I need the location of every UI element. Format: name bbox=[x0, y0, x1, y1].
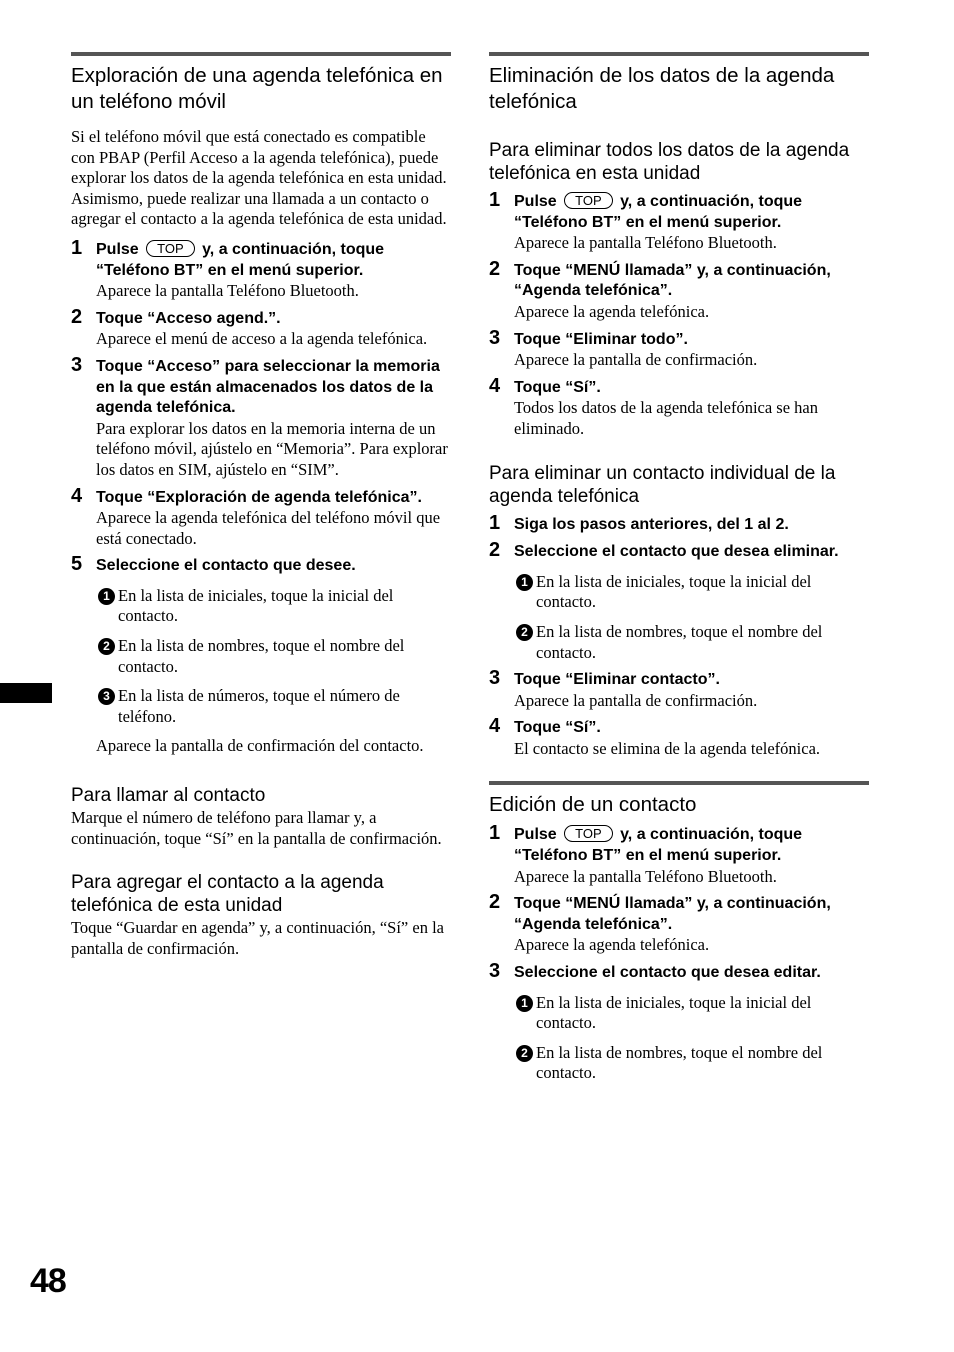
step-description: Aparece la agenda telefónica del teléfono móvil que está conectado. bbox=[96, 508, 441, 548]
step-number: 2 bbox=[489, 539, 501, 562]
circled-number-icon: 1 bbox=[516, 574, 533, 591]
step-text: Pulse bbox=[514, 826, 557, 844]
delete-one-step-4 bbox=[489, 715, 869, 759]
substep-text: En la lista de nombres, toque el nombre del contacto. bbox=[536, 621, 823, 662]
intro-paragraph: Si el teléfono móvil que está conectado es compatible con PBAP (Perfil Acceso a la agenda telefónica), puede explorar los datos de la agenda telefónica en esta unidad. bbox=[71, 127, 447, 188]
edit-step-2 bbox=[489, 891, 869, 956]
step-number: 3 bbox=[489, 326, 501, 349]
section-rule bbox=[71, 52, 451, 56]
top-key-icon: TOP bbox=[564, 825, 613, 842]
step-description: Aparece la agenda telefónica. bbox=[514, 935, 710, 955]
step-instruction: Toque “MENÚ llamada” y, a continuación, “Agenda telefónica”. bbox=[514, 895, 831, 933]
step-instruction: Toque “Acceso” para seleccionar la memoria en la que están almacenados los datos de la agenda telefónica. bbox=[96, 357, 440, 417]
delete-one-step-1 bbox=[489, 511, 869, 536]
step-description: Aparece la pantalla de confirmación. bbox=[514, 350, 758, 370]
step-instruction: Seleccione el contacto que desea eliminar. bbox=[514, 543, 839, 561]
section-title-browse: Exploración de una agenda telefónica en un teléfono móvil bbox=[71, 64, 443, 113]
section-title-delete: Eliminación de los datos de la agenda telefónica bbox=[489, 64, 835, 113]
step-number: 4 bbox=[489, 374, 501, 397]
top-key-icon: TOP bbox=[564, 192, 613, 209]
step-instruction: Toque “Eliminar todo”. bbox=[514, 330, 688, 348]
delete-all-heading: Para eliminar todos los datos de la agenda telefónica en esta unidad bbox=[489, 140, 850, 184]
substep-text: En la lista de números, toque el número de teléfono. bbox=[118, 686, 400, 726]
step-instruction: Siga los pasos anteriores, del 1 al 2. bbox=[514, 515, 789, 533]
substep-2 bbox=[514, 1043, 869, 1084]
substep-text: En la lista de iniciales, toque la inicial del contacto. bbox=[536, 992, 812, 1033]
section-title-edit: Edición de un contacto bbox=[489, 793, 697, 817]
top-key-icon: TOP bbox=[146, 240, 195, 257]
delete-all-step-4 bbox=[489, 374, 869, 440]
right-column bbox=[489, 52, 869, 1084]
step-3 bbox=[71, 353, 451, 481]
section-tab-marker bbox=[0, 683, 52, 703]
step-number: 3 bbox=[71, 353, 83, 376]
step-number: 1 bbox=[71, 236, 83, 259]
delete-all-step-1 bbox=[489, 189, 869, 254]
substep-1 bbox=[96, 586, 451, 627]
step-number: 4 bbox=[71, 484, 83, 507]
step-number: 2 bbox=[489, 257, 501, 280]
step-text: y, a continuación, toque “Teléfono BT” en el menú superior. bbox=[514, 826, 803, 865]
edit-step-3 bbox=[489, 960, 869, 1084]
circled-number-icon: 2 bbox=[516, 1045, 533, 1062]
step-description: Para explorar los datos en la memoria interna de un teléfono móvil, ajústelo en “Memoria”. Para explorar los datos en SIM, ajústelo en “SIM”. bbox=[96, 418, 448, 479]
step-4 bbox=[71, 484, 451, 550]
step-number: 2 bbox=[489, 891, 501, 914]
circled-number-icon: 3 bbox=[98, 688, 115, 705]
step-instruction: Seleccione el contacto que desea editar. bbox=[514, 964, 821, 982]
substep-text: En la lista de iniciales, toque la inicial del contacto. bbox=[118, 585, 394, 626]
circled-number-icon: 2 bbox=[98, 638, 115, 655]
substep-3 bbox=[96, 686, 451, 727]
section-rule bbox=[489, 52, 869, 56]
delete-all-step-3 bbox=[489, 326, 869, 371]
step-text: Pulse bbox=[96, 240, 139, 258]
step-instruction: Toque “Exploración de agenda telefónica”. bbox=[96, 488, 422, 506]
step-number: 4 bbox=[489, 715, 501, 738]
delete-one-step-3 bbox=[489, 667, 869, 711]
step-instruction: Toque “MENÚ llamada” y, a continuación, “Agenda telefónica”. bbox=[514, 261, 831, 300]
step-number: 5 bbox=[71, 553, 83, 576]
substep-1 bbox=[514, 572, 869, 613]
intro-paragraph-2: Asimismo, puede realizar una llamada a un contacto o agregar el contacto a la agenda telefónica de esta unidad. bbox=[71, 188, 447, 229]
delete-all-step-2 bbox=[489, 257, 869, 323]
step-instruction: Toque “Sí”. bbox=[514, 378, 601, 396]
circled-number-icon: 2 bbox=[516, 624, 533, 641]
call-contact-text: Marque el número de teléfono para llamar y, a continuación, toque “Sí” en la pantalla de confirmación. bbox=[71, 808, 442, 848]
step-description: Aparece la agenda telefónica. bbox=[514, 301, 710, 321]
step-number: 1 bbox=[489, 511, 501, 534]
add-contact-text: Toque “Guardar en agenda” y, a continuación, “Sí” en la pantalla de confirmación. bbox=[71, 918, 444, 958]
step-description: Aparece la pantalla Teléfono Bluetooth. bbox=[96, 281, 359, 301]
step-instruction: Toque “Eliminar contacto”. bbox=[514, 671, 720, 689]
step-description: Aparece la pantalla de confirmación. bbox=[514, 690, 758, 710]
delete-one-heading: Para eliminar un contacto individual de la agenda telefónica bbox=[489, 462, 836, 507]
step-description: Aparece el menú de acceso a la agenda telefónica. bbox=[96, 329, 428, 349]
circled-number-icon: 1 bbox=[98, 588, 115, 605]
step-number: 1 bbox=[489, 189, 501, 211]
add-contact-heading: Para agregar el contacto a la agenda telefónica de esta unidad bbox=[71, 872, 384, 917]
step-result: Aparece la pantalla de confirmación del contacto. bbox=[96, 736, 424, 756]
circled-number-icon: 1 bbox=[516, 995, 533, 1012]
section-rule bbox=[489, 781, 869, 785]
step-number: 3 bbox=[489, 667, 501, 690]
substep-text: En la lista de iniciales, toque la inicial del contacto. bbox=[536, 571, 812, 612]
step-text: y, a continuación, toque “Teléfono BT” en el menú superior. bbox=[514, 193, 803, 231]
step-text: Pulse bbox=[514, 193, 557, 210]
call-contact-heading: Para llamar al contacto bbox=[71, 785, 266, 807]
step-instruction bbox=[514, 192, 869, 233]
edit-step-1 bbox=[489, 822, 869, 887]
step-description: Todos los datos de la agenda telefónica se han eliminado. bbox=[514, 398, 818, 438]
step-instruction: Seleccione el contacto que desee. bbox=[96, 557, 356, 575]
step-instruction bbox=[514, 825, 869, 866]
step-instruction: Toque “Acceso agend.”. bbox=[96, 309, 281, 327]
step-text: y, a continuación, toque “Teléfono BT” en el menú superior. bbox=[96, 240, 385, 279]
left-column bbox=[71, 52, 451, 959]
step-5 bbox=[71, 553, 451, 757]
step-instruction bbox=[96, 240, 451, 281]
substep-2 bbox=[514, 622, 869, 663]
step-number: 3 bbox=[489, 960, 501, 983]
page-number: 48 bbox=[30, 1262, 66, 1300]
step-1 bbox=[71, 236, 451, 302]
step-description: Aparece la pantalla Teléfono Bluetooth. bbox=[514, 866, 777, 886]
step-description: Aparece la pantalla Teléfono Bluetooth. bbox=[514, 233, 777, 253]
substep-text: En la lista de nombres, toque el nombre del contacto. bbox=[536, 1042, 823, 1083]
delete-one-step-2 bbox=[489, 539, 869, 663]
step-2 bbox=[71, 305, 451, 350]
step-description: El contacto se elimina de la agenda telefónica. bbox=[514, 738, 821, 758]
substep-text: En la lista de nombres, toque el nombre del contacto. bbox=[118, 636, 405, 676]
step-number: 2 bbox=[71, 305, 83, 328]
step-instruction: Toque “Sí”. bbox=[514, 719, 601, 737]
substep-1 bbox=[514, 993, 869, 1034]
step-number: 1 bbox=[489, 822, 501, 845]
substep-2 bbox=[96, 636, 451, 677]
